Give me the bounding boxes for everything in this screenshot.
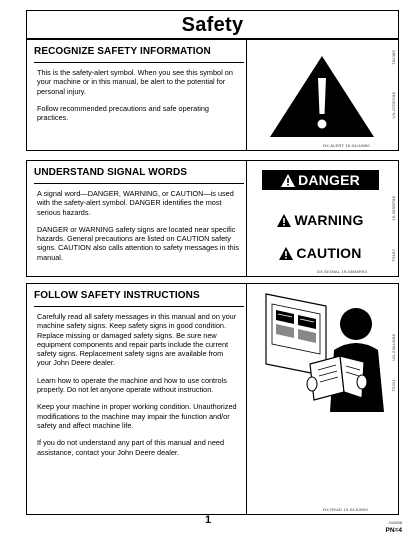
section-recognize-safety: [26, 39, 399, 151]
paragraph: Keep your machine in proper working condition. Unauthorized modifications to the machine may impair the function and/or safety and affect machine life.: [37, 402, 237, 430]
section-title: FOLLOW SAFETY INSTRUCTIONS: [34, 290, 200, 301]
column-divider: [246, 40, 247, 150]
paragraph: A signal word—DANGER, WARNING, or CAUTION—is used with the safety-alert symbol. DANGER identifies the most serious hazards.: [37, 189, 234, 217]
reference-code: DX,SIGNAL 19-03MAR93: [317, 269, 367, 274]
paragraph: This is the safety-alert symbol. When you see this symbol on your machine or in this manual, be alert to the potential for personal injury.: [37, 68, 233, 96]
caution-label: CAUTION: [296, 245, 362, 261]
side-code: UN-07DEC88: [391, 92, 396, 119]
section-body: [37, 312, 239, 465]
page-number: 1: [204, 514, 212, 526]
danger-label: DANGER: [298, 172, 360, 188]
side-code: T81389: [391, 50, 396, 65]
side-code: TS187: [391, 249, 396, 262]
paragraph: Follow recommended precautions and safe operating practices.: [37, 103, 209, 123]
person-reading-manual-icon: [248, 284, 398, 414]
side-code: 19-30SEP88: [391, 196, 396, 221]
page-title: Safety: [181, 14, 244, 36]
illustration: [248, 40, 398, 150]
alert-triangle-icon: [279, 247, 293, 260]
illustration: [248, 284, 398, 514]
alert-triangle-icon: [281, 174, 295, 187]
page-header: [26, 10, 399, 40]
section-body: [37, 68, 239, 130]
alert-triangle-icon: [277, 214, 291, 227]
paragraph: Carefully read all safety messages in this manual and on your machine safety signs. Keep safety signs in good condition. Replace missing or damaged safety signs. Be sure new equipment components and repair parts include the current safety signs. Replacement safety signs are available from your John Deere dealer.: [37, 312, 237, 368]
side-code: UN-23AUG88: [391, 334, 396, 361]
reference-code: DX,READ 19-04JUN90: [323, 507, 368, 512]
paragraph: If you do not understand any part of this manual and need assistance, contact your John Deere dealer.: [37, 438, 225, 457]
paragraph: DANGER or WARNING safety signs are located near specific hazards. General precautions are listed on CAUTION safety signs. CAUTION also calls attention to safety messages in this manual.: [37, 224, 239, 262]
safety-alert-triangle-icon: [248, 40, 398, 150]
paragraph: Learn how to operate the machine and how to use controls properly. Do not let anyone operate without instruction.: [37, 375, 227, 395]
warning-sign: [262, 210, 379, 230]
section-follow-instructions: [26, 283, 399, 515]
section-title: UNDERSTAND SIGNAL WORDS: [34, 167, 188, 178]
side-code: TS201: [391, 379, 396, 392]
page-code: PN=4: [385, 527, 402, 534]
column-divider: [246, 161, 247, 276]
warning-label: WARNING: [294, 212, 364, 228]
title-rule: [34, 183, 244, 184]
footer-small-code: 010698: [388, 520, 402, 525]
title-rule: [34, 62, 244, 63]
danger-sign: [262, 170, 379, 190]
title-rule: [34, 306, 244, 307]
caution-sign: [262, 243, 379, 263]
section-body: [37, 189, 239, 270]
column-divider: [246, 284, 247, 514]
section-title: RECOGNIZE SAFETY INFORMATION: [34, 46, 211, 57]
reference-code: DX,ALERT 19-04JUN90: [323, 143, 370, 148]
